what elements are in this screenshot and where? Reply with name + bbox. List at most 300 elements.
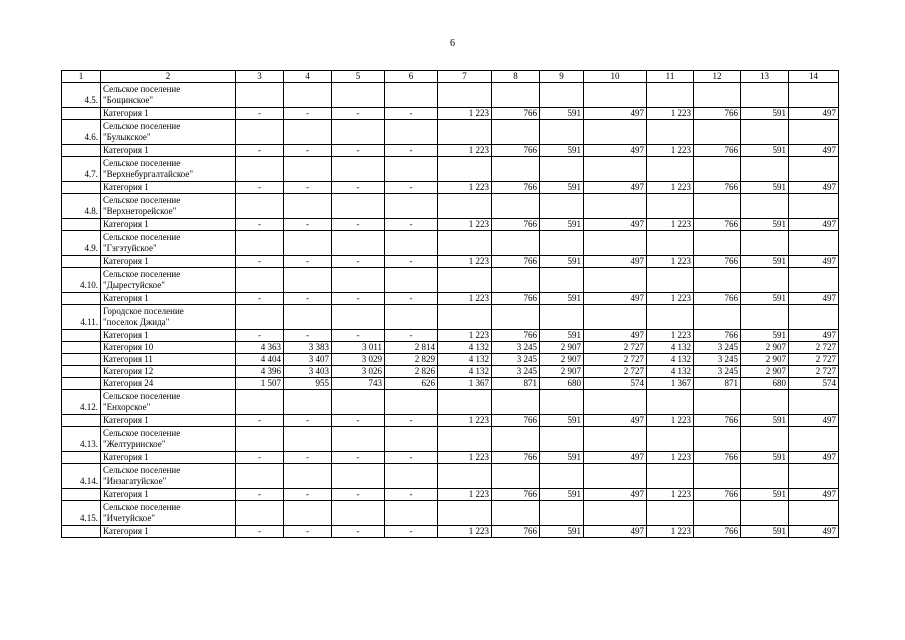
value-cell: -: [332, 293, 385, 305]
empty-cell: [540, 194, 584, 219]
empty-cell: [694, 194, 741, 219]
table-row: [62, 452, 839, 464]
empty-cell: [385, 305, 438, 330]
value-cell: 1 223: [647, 452, 694, 464]
value-cell: 591: [540, 145, 584, 157]
empty-cell: [385, 268, 438, 293]
section-index: 4.15.: [62, 501, 101, 526]
empty-cell: [236, 268, 284, 293]
value-cell: 1 223: [647, 108, 694, 120]
empty-cell: [492, 120, 540, 145]
value-cell: 1 223: [438, 489, 492, 501]
value-cell: 497: [789, 489, 839, 501]
section-name-line: "Гэгэтуйское": [103, 243, 157, 253]
value-cell: -: [332, 526, 385, 538]
column-header: 13: [741, 71, 789, 83]
value-cell: 1 223: [438, 108, 492, 120]
section-name: [101, 464, 236, 489]
value-cell: 2 727: [584, 366, 647, 378]
section-row: [62, 157, 839, 182]
value-cell: 766: [694, 145, 741, 157]
value-cell: -: [332, 219, 385, 231]
value-cell: -: [284, 219, 332, 231]
value-cell: -: [385, 108, 438, 120]
empty-cell: [284, 464, 332, 489]
value-cell: -: [236, 182, 284, 194]
section-name-line: "поселок Джида": [103, 317, 170, 327]
empty-cell: [284, 390, 332, 415]
value-cell: 766: [694, 219, 741, 231]
empty-cell: [741, 194, 789, 219]
section-row: [62, 194, 839, 219]
empty-cell: [385, 194, 438, 219]
value-cell: 497: [789, 256, 839, 268]
empty-cell: [62, 526, 101, 538]
value-cell: 766: [492, 526, 540, 538]
value-cell: 2 907: [540, 366, 584, 378]
empty-cell: [741, 157, 789, 182]
value-cell: 1 223: [438, 182, 492, 194]
value-cell: -: [236, 108, 284, 120]
section-name: [101, 427, 236, 452]
empty-cell: [540, 390, 584, 415]
value-cell: 2 907: [741, 366, 789, 378]
empty-cell: [62, 256, 101, 268]
value-cell: -: [385, 452, 438, 464]
value-cell: 497: [584, 330, 647, 342]
value-cell: 2 907: [741, 342, 789, 354]
empty-cell: [584, 231, 647, 256]
section-row: [62, 390, 839, 415]
value-cell: 2 727: [789, 354, 839, 366]
column-header: 10: [584, 71, 647, 83]
empty-cell: [694, 120, 741, 145]
empty-cell: [694, 268, 741, 293]
empty-cell: [236, 157, 284, 182]
value-cell: -: [332, 256, 385, 268]
value-cell: 591: [741, 415, 789, 427]
empty-cell: [584, 464, 647, 489]
section-name-line: Сельское поселение: [103, 121, 181, 131]
value-cell: -: [236, 452, 284, 464]
empty-cell: [438, 427, 492, 452]
empty-cell: [438, 120, 492, 145]
empty-cell: [647, 268, 694, 293]
empty-cell: [62, 293, 101, 305]
section-index: 4.11.: [62, 305, 101, 330]
value-cell: 766: [694, 415, 741, 427]
value-cell: 4 404: [236, 354, 284, 366]
value-cell: 1 367: [647, 378, 694, 390]
value-cell: 2 727: [789, 366, 839, 378]
empty-cell: [647, 427, 694, 452]
value-cell: 591: [540, 526, 584, 538]
value-cell: 3 407: [284, 354, 332, 366]
value-cell: 497: [789, 415, 839, 427]
value-cell: 497: [584, 452, 647, 464]
empty-cell: [540, 305, 584, 330]
section-index: 4.7.: [62, 157, 101, 182]
table-row: [62, 366, 839, 378]
value-cell: -: [284, 108, 332, 120]
empty-cell: [385, 464, 438, 489]
empty-cell: [789, 231, 839, 256]
value-cell: -: [284, 145, 332, 157]
table-row: [62, 378, 839, 390]
empty-cell: [332, 464, 385, 489]
section-name-line: Сельское поселение: [103, 502, 181, 512]
value-cell: 3 245: [694, 366, 741, 378]
section-name-line: Городское поселение: [103, 306, 184, 316]
empty-cell: [438, 157, 492, 182]
value-cell: 680: [540, 378, 584, 390]
empty-cell: [584, 120, 647, 145]
value-cell: 497: [584, 293, 647, 305]
empty-cell: [62, 145, 101, 157]
value-cell: -: [284, 330, 332, 342]
empty-cell: [492, 231, 540, 256]
section-name: [101, 305, 236, 330]
empty-cell: [540, 120, 584, 145]
value-cell: 4 132: [647, 366, 694, 378]
section-name-line: Сельское поселение: [103, 391, 181, 401]
value-cell: 766: [492, 219, 540, 231]
value-cell: 2 727: [584, 342, 647, 354]
section-name-line: Сельское поселение: [103, 269, 181, 279]
table-body: [62, 71, 839, 538]
value-cell: 497: [789, 526, 839, 538]
section-name-line: "Бощинское": [103, 95, 154, 105]
empty-cell: [236, 83, 284, 108]
section-index: 4.8.: [62, 194, 101, 219]
value-cell: 1 223: [647, 489, 694, 501]
value-cell: 766: [492, 293, 540, 305]
value-cell: 766: [694, 108, 741, 120]
empty-cell: [332, 390, 385, 415]
empty-cell: [438, 390, 492, 415]
value-cell: 1 223: [647, 415, 694, 427]
value-cell: 591: [741, 293, 789, 305]
column-header: 12: [694, 71, 741, 83]
section-name-line: "Инзагатуйское": [103, 476, 167, 486]
empty-cell: [741, 83, 789, 108]
value-cell: -: [284, 415, 332, 427]
value-cell: -: [236, 219, 284, 231]
empty-cell: [540, 464, 584, 489]
value-cell: -: [284, 182, 332, 194]
value-cell: 766: [694, 489, 741, 501]
empty-cell: [438, 231, 492, 256]
section-index: 4.12.: [62, 390, 101, 415]
value-cell: 591: [540, 293, 584, 305]
empty-cell: [741, 427, 789, 452]
value-cell: 4 132: [647, 342, 694, 354]
value-cell: 766: [492, 182, 540, 194]
value-cell: 1 223: [438, 452, 492, 464]
value-cell: 766: [492, 256, 540, 268]
table-row: [62, 108, 839, 120]
empty-cell: [236, 390, 284, 415]
section-name: [101, 157, 236, 182]
empty-cell: [284, 157, 332, 182]
value-cell: 626: [385, 378, 438, 390]
empty-cell: [385, 427, 438, 452]
empty-cell: [385, 83, 438, 108]
section-name: [101, 83, 236, 108]
section-name-line: "Енхорское": [103, 402, 151, 412]
value-cell: -: [332, 452, 385, 464]
empty-cell: [694, 464, 741, 489]
section-row: [62, 427, 839, 452]
table-row: [62, 342, 839, 354]
value-cell: 3 029: [332, 354, 385, 366]
value-cell: 871: [694, 378, 741, 390]
category-label: Категория 1: [101, 145, 236, 157]
value-cell: 3 011: [332, 342, 385, 354]
value-cell: 766: [694, 452, 741, 464]
value-cell: -: [332, 108, 385, 120]
empty-cell: [62, 366, 101, 378]
value-cell: 591: [540, 415, 584, 427]
empty-cell: [584, 83, 647, 108]
empty-cell: [647, 305, 694, 330]
value-cell: 766: [492, 452, 540, 464]
section-index: 4.10.: [62, 268, 101, 293]
value-cell: 591: [741, 182, 789, 194]
value-cell: -: [284, 526, 332, 538]
value-cell: 766: [492, 489, 540, 501]
empty-cell: [492, 427, 540, 452]
empty-cell: [236, 464, 284, 489]
section-name-line: Сельское поселение: [103, 428, 181, 438]
category-label: Категория 1: [101, 415, 236, 427]
empty-cell: [584, 501, 647, 526]
value-cell: 497: [789, 182, 839, 194]
header-row: [62, 71, 839, 83]
table-row: [62, 330, 839, 342]
table-row: [62, 415, 839, 427]
empty-cell: [741, 268, 789, 293]
value-cell: -: [332, 330, 385, 342]
value-cell: 1 223: [438, 219, 492, 231]
table-row: [62, 219, 839, 231]
section-name-line: "Верхнебургалтайское": [103, 169, 194, 179]
category-label: Категория 11: [101, 354, 236, 366]
section-row: [62, 305, 839, 330]
empty-cell: [332, 120, 385, 145]
empty-cell: [584, 157, 647, 182]
empty-cell: [284, 501, 332, 526]
value-cell: 4 396: [236, 366, 284, 378]
empty-cell: [62, 378, 101, 390]
empty-cell: [584, 268, 647, 293]
value-cell: 766: [492, 330, 540, 342]
value-cell: -: [236, 256, 284, 268]
section-row: [62, 231, 839, 256]
value-cell: 1 223: [438, 526, 492, 538]
value-cell: 497: [584, 219, 647, 231]
empty-cell: [385, 120, 438, 145]
value-cell: -: [332, 415, 385, 427]
section-name: [101, 268, 236, 293]
value-cell: 2 907: [741, 354, 789, 366]
category-label: Категория 1: [101, 489, 236, 501]
empty-cell: [647, 194, 694, 219]
value-cell: 591: [741, 330, 789, 342]
value-cell: 743: [332, 378, 385, 390]
section-index: 4.9.: [62, 231, 101, 256]
empty-cell: [789, 268, 839, 293]
value-cell: 591: [540, 219, 584, 231]
value-cell: -: [385, 219, 438, 231]
table-row: [62, 293, 839, 305]
empty-cell: [236, 120, 284, 145]
page-number: 6: [450, 38, 455, 49]
value-cell: 1 223: [647, 256, 694, 268]
value-cell: -: [284, 489, 332, 501]
value-cell: 766: [694, 293, 741, 305]
column-header: 14: [789, 71, 839, 83]
empty-cell: [647, 501, 694, 526]
value-cell: -: [284, 256, 332, 268]
value-cell: 1 223: [438, 293, 492, 305]
section-row: [62, 83, 839, 108]
empty-cell: [62, 489, 101, 501]
empty-cell: [332, 427, 385, 452]
column-header: 3: [236, 71, 284, 83]
empty-cell: [741, 231, 789, 256]
empty-cell: [284, 120, 332, 145]
value-cell: 3 403: [284, 366, 332, 378]
empty-cell: [332, 305, 385, 330]
value-cell: 680: [741, 378, 789, 390]
value-cell: 591: [540, 330, 584, 342]
value-cell: -: [332, 489, 385, 501]
empty-cell: [438, 501, 492, 526]
category-label: Категория 1: [101, 219, 236, 231]
value-cell: 591: [741, 526, 789, 538]
section-name-line: "Ичетуйское": [103, 513, 156, 523]
empty-cell: [741, 305, 789, 330]
value-cell: 497: [789, 452, 839, 464]
value-cell: 4 132: [647, 354, 694, 366]
empty-cell: [492, 83, 540, 108]
empty-cell: [62, 182, 101, 194]
value-cell: 1 223: [438, 415, 492, 427]
empty-cell: [694, 427, 741, 452]
empty-cell: [332, 194, 385, 219]
empty-cell: [694, 231, 741, 256]
section-index: 4.14.: [62, 464, 101, 489]
empty-cell: [62, 219, 101, 231]
empty-cell: [284, 268, 332, 293]
empty-cell: [647, 231, 694, 256]
value-cell: 497: [789, 293, 839, 305]
value-cell: 497: [789, 145, 839, 157]
column-header: 7: [438, 71, 492, 83]
value-cell: -: [236, 415, 284, 427]
value-cell: -: [236, 526, 284, 538]
empty-cell: [284, 194, 332, 219]
value-cell: 766: [492, 108, 540, 120]
value-cell: -: [332, 145, 385, 157]
empty-cell: [62, 415, 101, 427]
empty-cell: [492, 305, 540, 330]
value-cell: 1 223: [438, 330, 492, 342]
value-cell: -: [385, 182, 438, 194]
section-name-line: Сельское поселение: [103, 84, 181, 94]
value-cell: 766: [694, 330, 741, 342]
empty-cell: [236, 427, 284, 452]
value-cell: 591: [540, 256, 584, 268]
empty-cell: [647, 83, 694, 108]
value-cell: 766: [694, 256, 741, 268]
value-cell: 2 727: [584, 354, 647, 366]
section-index: 4.5.: [62, 83, 101, 108]
section-name-line: Сельское поселение: [103, 158, 181, 168]
empty-cell: [236, 501, 284, 526]
value-cell: 591: [741, 452, 789, 464]
empty-cell: [438, 464, 492, 489]
value-cell: -: [385, 526, 438, 538]
value-cell: 1 507: [236, 378, 284, 390]
table-row: [62, 145, 839, 157]
category-label: Категория 24: [101, 378, 236, 390]
category-label: Категория 12: [101, 366, 236, 378]
section-row: [62, 268, 839, 293]
empty-cell: [385, 231, 438, 256]
value-cell: 497: [789, 108, 839, 120]
value-cell: 591: [741, 145, 789, 157]
value-cell: 574: [584, 378, 647, 390]
section-name-line: "Дырестуйское": [103, 280, 165, 290]
value-cell: 766: [694, 526, 741, 538]
value-cell: 497: [584, 182, 647, 194]
section-name-line: "Верхнеторейское": [103, 206, 177, 216]
empty-cell: [62, 354, 101, 366]
category-label: Категория 1: [101, 108, 236, 120]
table-row: [62, 526, 839, 538]
empty-cell: [584, 305, 647, 330]
empty-cell: [62, 452, 101, 464]
value-cell: 766: [694, 182, 741, 194]
value-cell: 2 826: [385, 366, 438, 378]
empty-cell: [540, 83, 584, 108]
empty-cell: [332, 501, 385, 526]
empty-cell: [540, 501, 584, 526]
empty-cell: [540, 427, 584, 452]
value-cell: -: [385, 330, 438, 342]
empty-cell: [438, 194, 492, 219]
empty-cell: [647, 120, 694, 145]
value-cell: 497: [584, 415, 647, 427]
value-cell: 1 223: [438, 145, 492, 157]
value-cell: 2 829: [385, 354, 438, 366]
empty-cell: [647, 157, 694, 182]
section-name-line: "Желтуринское": [103, 439, 166, 449]
empty-cell: [789, 390, 839, 415]
empty-cell: [62, 342, 101, 354]
empty-cell: [789, 305, 839, 330]
value-cell: 3 245: [492, 366, 540, 378]
empty-cell: [438, 305, 492, 330]
empty-cell: [694, 83, 741, 108]
section-index: 4.13.: [62, 427, 101, 452]
empty-cell: [236, 194, 284, 219]
value-cell: -: [236, 489, 284, 501]
section-index: 4.6.: [62, 120, 101, 145]
value-cell: 3 383: [284, 342, 332, 354]
